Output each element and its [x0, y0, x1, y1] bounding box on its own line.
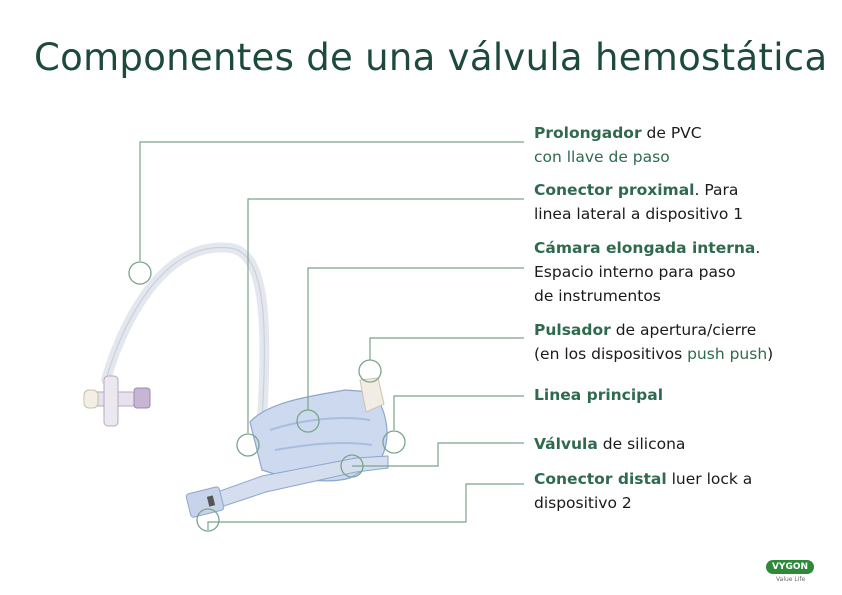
leader-conector-proximal: [248, 199, 524, 433]
label-text: Conector distal: [534, 470, 667, 488]
label-conector-distal: [534, 467, 752, 515]
label-valvula: [534, 432, 685, 456]
leader-prolongador: [140, 142, 524, 261]
label-line: [534, 260, 760, 284]
leader-camara: [308, 268, 524, 410]
label-text: (en los dispositivos: [534, 345, 688, 363]
label-text: Prolongador: [534, 124, 642, 142]
label-line: [534, 178, 743, 202]
label-text: Conector proximal: [534, 181, 695, 199]
leader-pulsador: [370, 338, 524, 360]
label-line: [534, 318, 773, 342]
label-text: de PVC: [641, 124, 702, 142]
label-line: [534, 145, 702, 169]
label-text: .: [755, 239, 761, 257]
label-camara-elongada: [534, 236, 760, 308]
label-text: Válvula: [534, 435, 598, 453]
label-prolongador: [534, 121, 702, 169]
label-text: luer lock a: [666, 470, 753, 488]
label-text: . Para: [694, 181, 739, 199]
label-line: [534, 284, 760, 308]
leader-linea-principal: [394, 396, 524, 430]
brand-tagline: Value Life: [776, 576, 806, 583]
marker-prolongador: [129, 262, 151, 284]
label-text: con llave de paso: [534, 148, 670, 166]
label-line: [534, 236, 760, 260]
label-text: push push: [687, 345, 768, 363]
label-text: linea lateral a dispositivo 1: [534, 205, 744, 223]
label-text: Pulsador: [534, 321, 611, 339]
label-text: de instrumentos: [534, 287, 661, 305]
label-linea-principal: [534, 383, 663, 407]
label-line: [534, 491, 752, 515]
label-text: de silicona: [597, 435, 686, 453]
label-line: [534, 202, 743, 226]
stopcock: [84, 376, 150, 426]
label-text: ): [767, 345, 774, 363]
label-text: Linea principal: [534, 386, 664, 404]
valve-body: [186, 378, 388, 518]
label-text: Cámara elongada interna: [534, 239, 756, 257]
brand-logo: VYGON: [766, 560, 814, 574]
label-pulsador: [534, 318, 773, 366]
label-line: [534, 383, 663, 407]
label-conector-proximal: [534, 178, 743, 226]
label-text: Espacio interno para paso: [534, 263, 736, 281]
label-line: [534, 432, 685, 456]
label-text: de apertura/cierre: [610, 321, 757, 339]
label-line: [534, 121, 702, 145]
label-line: [534, 467, 752, 491]
label-line: [534, 342, 773, 366]
page-title: Componentes de una válvula hemostática: [34, 36, 828, 79]
label-text: dispositivo 2: [534, 494, 632, 512]
